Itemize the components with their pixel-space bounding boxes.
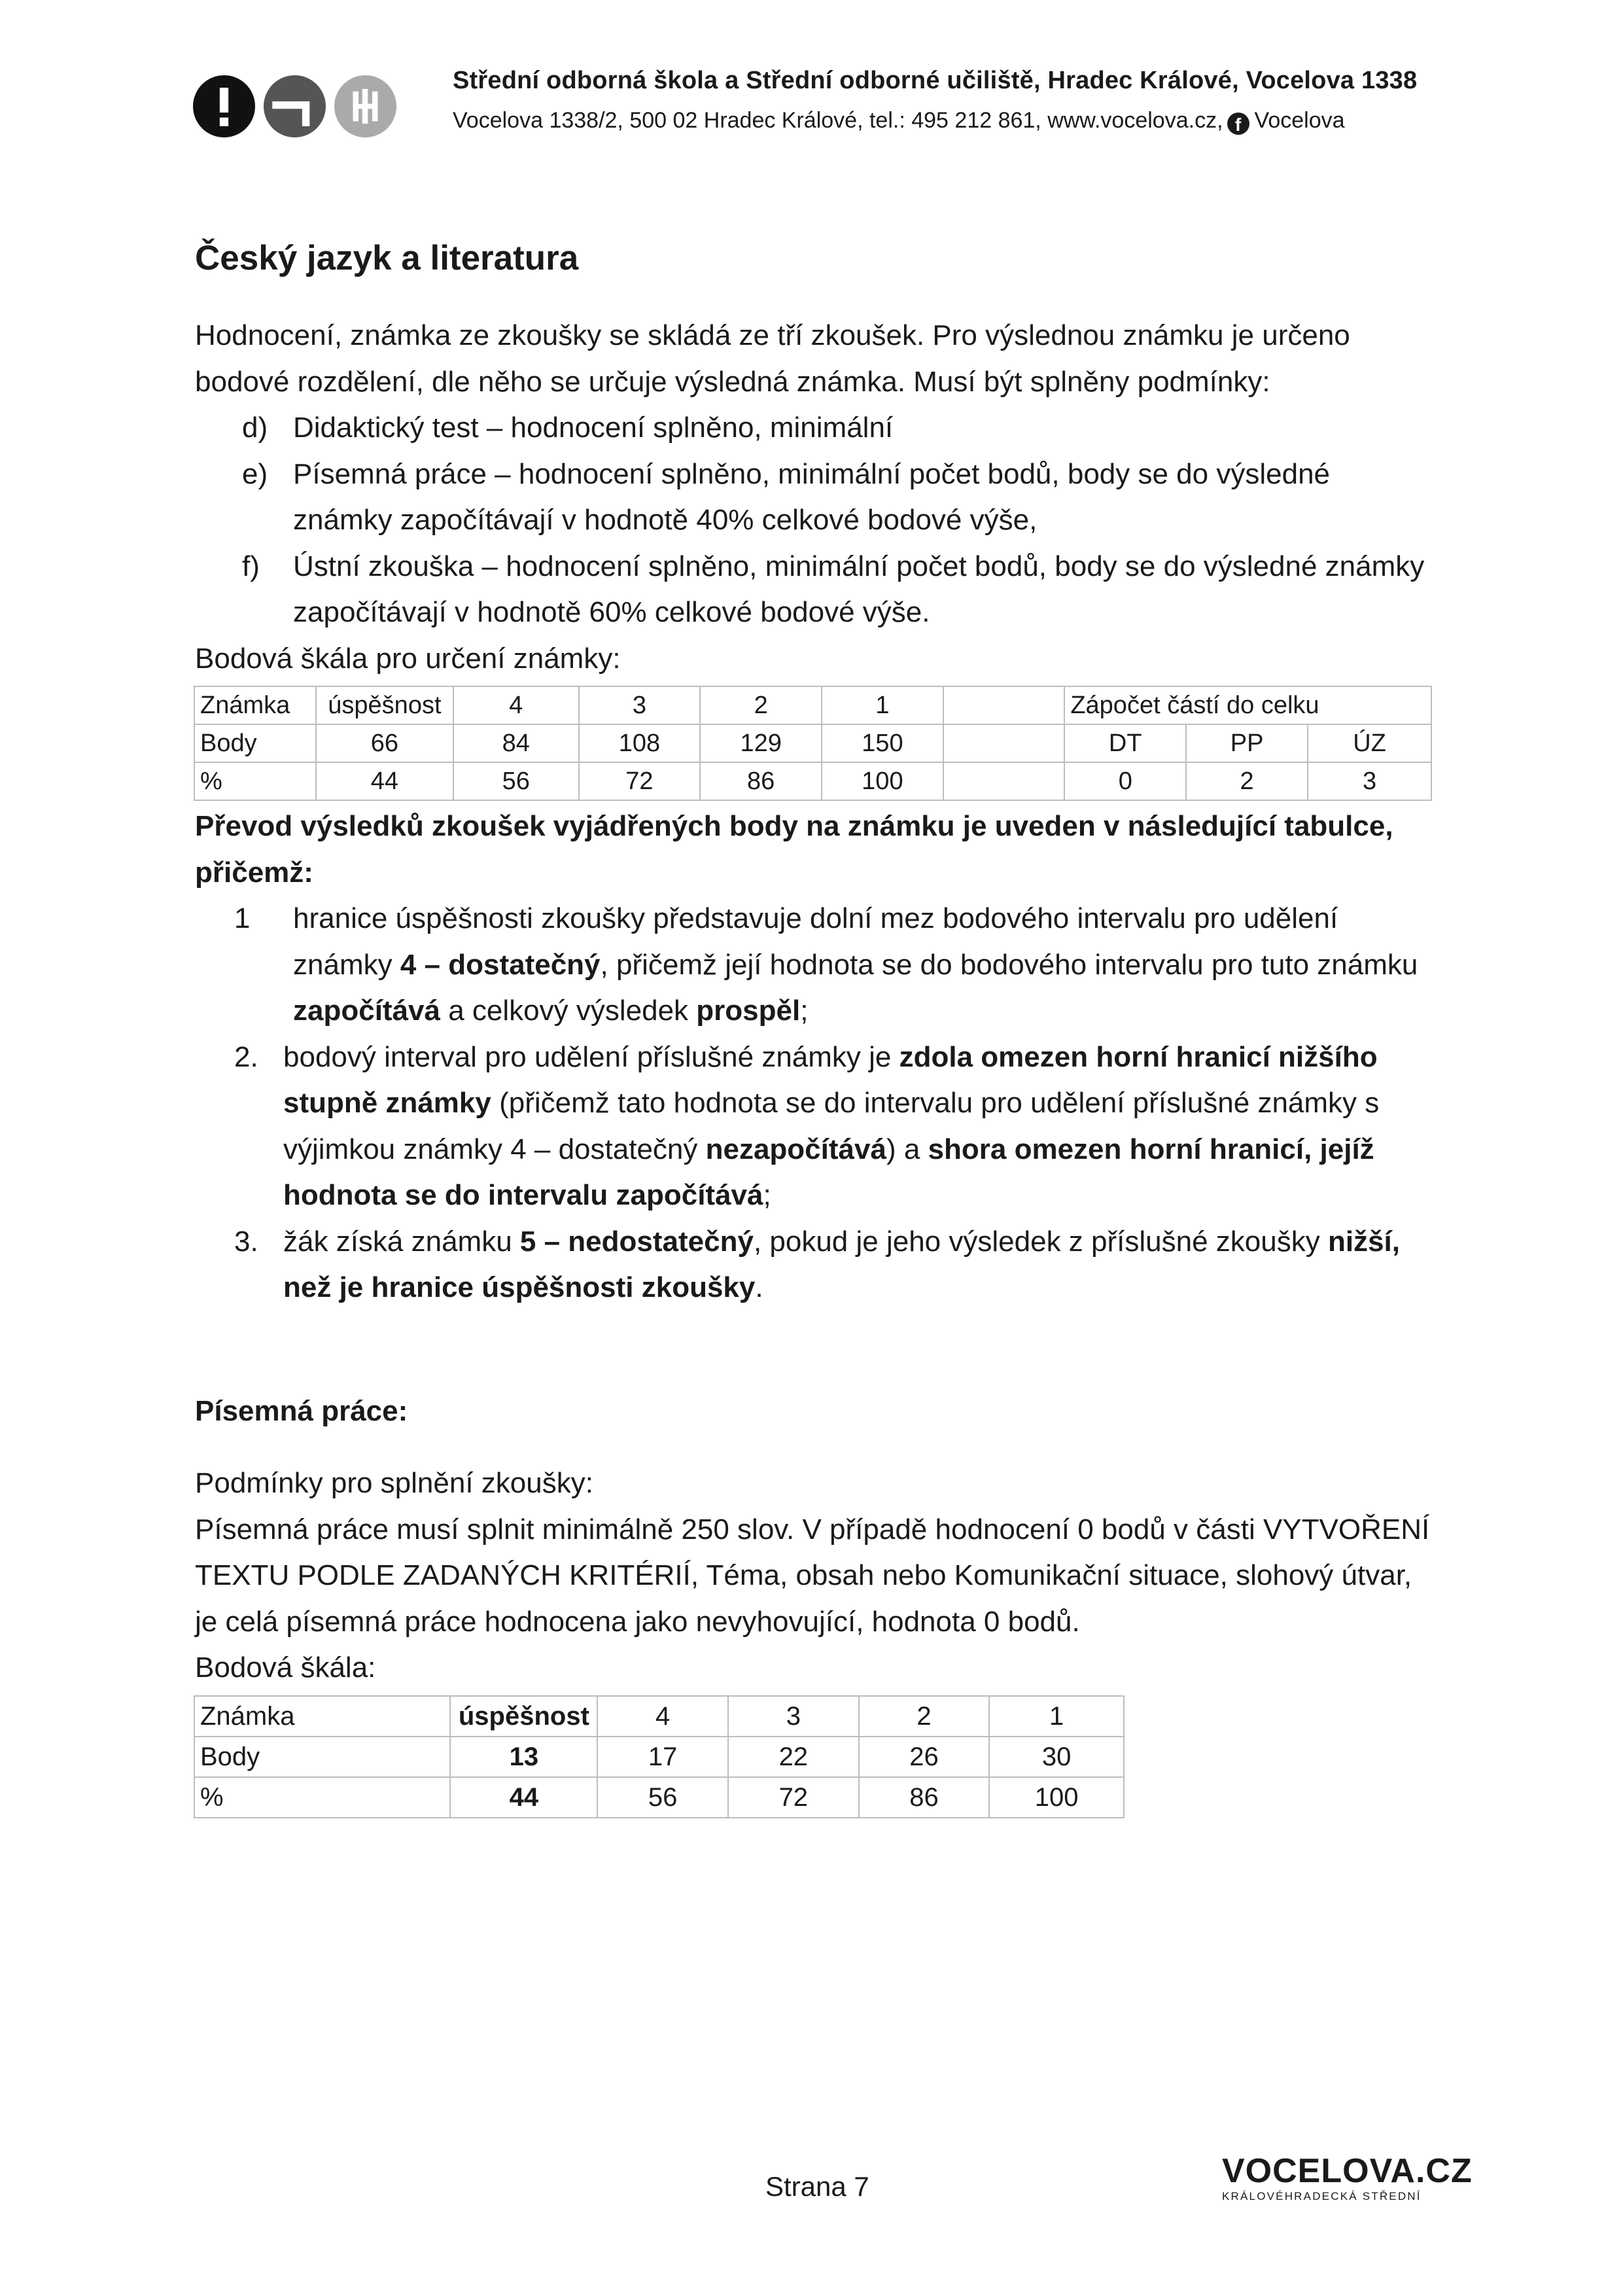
table-cell: 100 [989, 1777, 1124, 1818]
school-logos [193, 75, 402, 141]
list-item-text: Didaktický test – hodnocení splněno, minimální [293, 412, 894, 444]
address-text: Vocelova 1338/2, 500 02 Hradec Králové, tel.: 495 212 861, www.vocelova.cz, [453, 108, 1223, 133]
facebook-icon: f [1227, 113, 1249, 135]
table-cell [943, 762, 1065, 800]
table-cell: Známka [194, 1696, 450, 1737]
table-cell: 86 [700, 762, 822, 800]
rule-emphasis: 5 – nedostatečný [519, 1225, 754, 1258]
table-cell: 30 [989, 1737, 1124, 1777]
table-cell: 3 [728, 1696, 859, 1737]
info-logo-icon [193, 75, 255, 137]
list-marker: 1 [234, 902, 251, 934]
list-item [195, 1034, 1431, 1219]
table-cell: 84 [453, 724, 579, 762]
hotel-logo-icon [334, 75, 396, 137]
table-cell: úspěšnost [450, 1696, 597, 1737]
table-cell: 100 [822, 762, 943, 800]
school-name: Střední odborná škola a Střední odborné učiliště, Hradec Králové, Vocelova 1338 [453, 67, 1418, 94]
rule-text: ) a [886, 1133, 928, 1165]
table-cell: 56 [453, 762, 579, 800]
list-item [195, 405, 1431, 451]
written-text: Písemná práce musí splnit minimálně 250 slov. V případě hodnocení 0 bodů v části VYTVOŘENÍ TEXTU PODLE ZADANÝCH KRITÉRIÍ, Téma, obsah nebo Komunikační situace, slohový útvar, je celá písemná práce hodnocena jako nevyhovující, hodnota 0 bodů. [195, 1513, 1430, 1638]
rule-emphasis: 4 – dostatečný [400, 948, 601, 981]
table-cell: 150 [822, 724, 943, 762]
table-cell: 22 [728, 1737, 859, 1777]
tool-logo-icon [264, 75, 326, 137]
rule-emphasis: nižší, než je hranice úspěšnosti zkoušky [283, 1225, 1400, 1303]
table-cell: 4 [597, 1696, 728, 1737]
table-cell: 44 [450, 1777, 597, 1818]
table-cell: 108 [579, 724, 701, 762]
list-item [195, 896, 1431, 1034]
rule-text: ; [800, 995, 809, 1027]
list-item [195, 1219, 1431, 1311]
list-item [195, 451, 1431, 544]
table-cell: 66 [316, 724, 453, 762]
table-cell: Body [194, 1737, 450, 1777]
page-title: Český jazyk a literatura [195, 239, 579, 277]
list-item-text: Písemná práce – hodnocení splněno, minimální počet bodů, body se do výsledné známky započítávají v hodnotě 40% celkové bodové výše, [293, 457, 1331, 536]
table-cell: 2 [1186, 762, 1308, 800]
table-cell: 72 [728, 1777, 859, 1818]
rule-text: a celkový výsledek [440, 995, 697, 1027]
table-cell: 44 [316, 762, 453, 800]
list-marker: f) [242, 550, 260, 582]
table-cell: 2 [859, 1696, 990, 1737]
list-marker: 2. [234, 1040, 258, 1073]
table-row [194, 762, 1431, 800]
written-conditions-label: Podmínky pro splnění zkoušky: [195, 1467, 593, 1499]
rule-text: , přičemž její hodnota se do bodového intervalu pro tuto známku [600, 948, 1418, 981]
table-row [194, 724, 1431, 762]
table-cell: % [194, 1777, 450, 1818]
table-cell: 56 [597, 1777, 728, 1818]
conditions-list [195, 405, 1431, 636]
table-row [194, 686, 1431, 724]
rule-text: . [755, 1271, 763, 1303]
rule-text: hranice úspěšnosti zkoušky představuje dolní mez bodového intervalu pro udělení známky [293, 902, 1338, 981]
table-row [194, 1777, 1124, 1818]
table-cell: % [194, 762, 316, 800]
facebook-label: Vocelova [1254, 108, 1345, 133]
intro-paragraph: Hodnocení, známka ze zkoušky se skládá ze tří zkoušek. Pro výslednou známku je určeno bodové rozdělení, dle něho se určuje výsledná známka. Musí být splněny podmínky: [195, 319, 1350, 398]
table-cell: 2 [700, 686, 822, 724]
list-marker: d) [242, 412, 268, 444]
school-address [453, 108, 1345, 135]
rule-text: bodový interval pro udělení příslušné známky je [283, 1040, 899, 1073]
rule-text: ; [763, 1179, 771, 1211]
list-item-text: Ústní zkouška – hodnocení splněno, minimální počet bodů, body se do výsledné známky započítávají v hodnotě 60% celkové bodové výše. [293, 550, 1425, 628]
table-cell: 86 [859, 1777, 990, 1818]
table-cell [943, 724, 1065, 762]
table-cell: 0 [1064, 762, 1186, 800]
rules-list [195, 896, 1431, 1311]
table-cell: 1 [989, 1696, 1124, 1737]
list-item [195, 544, 1431, 636]
table-cell: 3 [579, 686, 701, 724]
table-cell: Zápočet částí do celku [1064, 686, 1431, 724]
rule-emphasis: zdola omezen horní hranicí nižšího stupně známky [283, 1040, 1378, 1119]
table-cell: 72 [579, 762, 701, 800]
written-scale-table [194, 1695, 1125, 1818]
scale-label: Bodová škála pro určení známky: [195, 642, 621, 675]
table-cell: ÚZ [1308, 724, 1431, 762]
written-heading: Písemná práce: [195, 1394, 408, 1427]
table-row [194, 1737, 1124, 1777]
table-cell: Známka [194, 686, 316, 724]
rule-emphasis: započítává [293, 995, 440, 1027]
table-cell: 26 [859, 1737, 990, 1777]
table-cell: Body [194, 724, 316, 762]
table-cell: PP [1186, 724, 1308, 762]
rule-emphasis: nezapočítává [705, 1133, 886, 1165]
grade-scale-table [194, 686, 1432, 801]
table-cell: úspěšnost [316, 686, 453, 724]
list-marker: 3. [234, 1225, 258, 1258]
rule-emphasis: prospěl [696, 995, 801, 1027]
rule-emphasis: shora omezen horní hranicí, jejíž hodnota se do intervalu započítává [283, 1133, 1374, 1211]
table-cell: 1 [822, 686, 943, 724]
letterhead [193, 62, 1449, 147]
table-cell: 3 [1308, 762, 1431, 800]
written-scale-label: Bodová škála: [195, 1651, 376, 1684]
page-number: Strana 7 [765, 2171, 869, 2202]
brand-name: VOCELOVA.CZ [1222, 2152, 1473, 2190]
table-cell: 13 [450, 1737, 597, 1777]
brand-logo [1222, 2153, 1473, 2204]
main-content [195, 236, 1431, 1818]
table-cell: 17 [597, 1737, 728, 1777]
table-cell: DT [1064, 724, 1186, 762]
list-marker: e) [242, 457, 268, 490]
table-row [194, 1696, 1124, 1737]
rule-text: (přičemž tato hodnota se do intervalu pro udělení příslušné známky s výjimkou známky 4 – dostatečný [283, 1087, 1380, 1165]
rule-text: , pokud je jeho výsledek z příslušné zkoušky [753, 1225, 1328, 1258]
conversion-heading-text: Převod výsledků zkoušek vyjádřených body na známku je uveden v následující tabulce, přičemž: [195, 810, 1393, 889]
table-cell [943, 686, 1065, 724]
conversion-heading [195, 804, 1431, 896]
rule-text: žák získá známku [283, 1225, 520, 1258]
table-cell: 129 [700, 724, 822, 762]
table-cell: 4 [453, 686, 579, 724]
brand-tagline: KRÁLOVÉHRADECKÁ STŘEDNÍ [1222, 2190, 1422, 2202]
